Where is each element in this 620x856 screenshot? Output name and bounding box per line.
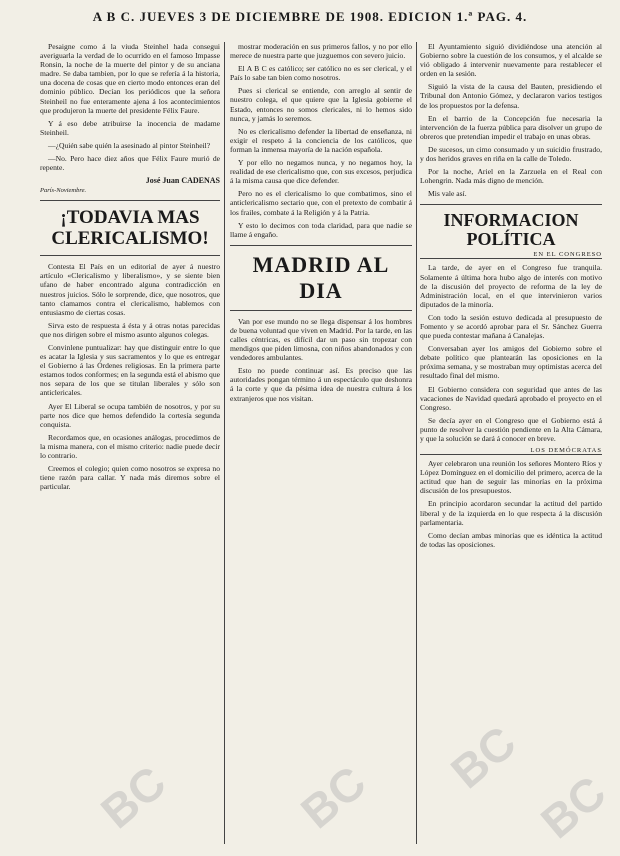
- paragraph: —No. Pero hace diez años que Félix Faure murió de repente.: [40, 154, 220, 173]
- paragraph: El Ayuntamiento siguió dividiéndose una atención al Gobierno sobre la cuestión de los consumos, y el alcalde se vió obligado á intervenir nuevamente para restablecer el orden en la sesión.: [420, 42, 602, 79]
- column-rule: [416, 42, 417, 844]
- headline-clericalismo: ¡TODAVIA MAS CLERICALISMO!: [51, 207, 209, 250]
- paragraph: Conversaban ayer los amigos del Gobierno sobre el debate político que plantearán las oposiciones en la próxima semana, y se mostraban muy optimistas acerca del resultado final del mismo.: [420, 344, 602, 381]
- paragraph: Creemos el colegio; quien como nosotros se expresa no tiene razón para callar. Y nada más diremos sobre el particular.: [40, 464, 220, 492]
- section-label-congreso: EN EL CONGRESO: [420, 251, 602, 259]
- paragraph: mostrar moderación en sus primeros fallos, y no por ello merece de nuestra parte que juzguemos con severo juicio.: [230, 42, 412, 61]
- paragraph: La tarde, de ayer en el Congreso fue tranquila. Solamente á última hora hubo algo de interés con motivo de la discusión del proyecto de reforma de la ley de Administración local, en el que intervinieron varios diputados de la minoría.: [420, 263, 602, 309]
- paragraph: En principio acordaron secundar la actitud del partido liberal y de la izquierda en lo que respecta á la discusión parlamentaria.: [420, 499, 602, 527]
- column-middle: [230, 42, 412, 846]
- paragraph: Y esto lo decimos con toda claridad, para que nadie se llame á engaño.: [230, 220, 412, 239]
- divider: [230, 245, 412, 246]
- paragraph: Pesaigne como á la viuda Steinhel hada consegui averiguarla la verdad de lo ocurrido en el famoso Impasse Ronsin, la noche de la muerte del pintor y de su anciana madre. Se daba tambien, por lo que se refería á la historia, una docena de cosas que en cierto modo entonces eran del dominio público. Decían los periódicos que la señora Steinheil no fue enteramente ajena á los acontecimientos que produjeron la muerte del presidente Félix Faure.: [40, 42, 220, 115]
- column-rule: [224, 42, 225, 844]
- paragraph: —¿Quién sabe quién la asesinado al pintor Steinheil?: [48, 140, 211, 150]
- paragraph: Por la noche, Ariel en la Zarzuela en el Real con Lohengrin. Nada más digno de mención.: [420, 167, 602, 186]
- paragraph: Van por ese mundo no se llega dispensar á los hombres de buena voluntad que viven en Madrid. Por la tarde, en las calles céntricas, es difícil dar un paso sin tropezar con mendigos que piden limosna, con niños abandonados y con vendedores ambulantes.: [230, 316, 412, 363]
- paragraph: El A B C es católico; ser católico no es ser clerical, y el País lo sabe tan bien como nosotros.: [230, 64, 412, 83]
- divider: [420, 204, 602, 205]
- paragraph: Con todo la sesión estuvo dedicada al presupuesto de Fomento y se acordó aprobar para el Sr. Sánchez Guerra que pueda contestar mañana á Canalejas.: [420, 312, 602, 341]
- paragraph: Pero no es el clericalismo lo que combatimos, sino el anticlericalismo sectario que, con el pretexto de combatir á los frailes, combate á la Religión y á la Patria.: [230, 189, 412, 217]
- watermark: BC: [441, 715, 526, 799]
- paragraph: Esto no puede continuar así. Es preciso que las autoridades pongan término á un espectáculo que deshonra á la corte y que da pésima idea de nuestra cultura á los extranjeros que nos visitan.: [230, 366, 412, 403]
- headline-informacion-politica: INFORMACION POLÍTICA: [443, 210, 579, 250]
- watermark: BC: [291, 755, 376, 839]
- column-left: [40, 42, 220, 846]
- paragraph: En el barrio de la Concepción fue necesaria la intervención de la fuerza pública para disolver un grupo de obreros que pretendían impedir el trabajo en unas obras.: [420, 113, 602, 141]
- paragraph: El Gobierno considera con seguridad que antes de las vacaciones de Navidad quedará aprobado el proyecto en el Congreso.: [420, 384, 602, 412]
- paragraph: Siguió la vista de la causa del Bauten, presidiendo el Tribunal don Antonio Gómez, y declararon varios testigos de los propuestos por la defensa.: [420, 82, 602, 110]
- paragraph: Y por ello no negamos nunca, y no negamos hoy, la realidad de ese clericalismo que, con sus excesos, perjudica á la misma causa que dice defender.: [230, 158, 412, 186]
- paragraph: Contesta El País en un editorial de ayer á nuestro artículo «Clericalismo y liberalismo», y se siente bien ufano de haber encontrado alguna contradicción en nuestros juicios. Sólo le sorprende, dice, que nosotros, que tanto clamamos contra el clericalismo, hablemos con entusiasmo de ciertas cosas.: [40, 262, 220, 317]
- paragraph: Se decía ayer en el Congreso que el Gobierno está á punto de resolver la cuestión pendiente en la Alta Cámara, y que la solución se dará á conocer en breve.: [420, 415, 602, 443]
- paragraph: Ayer celebraron una reunión los señores Montero Ríos y López Domínguez en el domicilio del primero, acerca de la actitud que han de seguir las minorías en la próxima discusión de los presupuestos.: [420, 459, 602, 496]
- paragraph: Pues si clerical se entiende, con arreglo al sentir de nuestro colega, el que quiere que la Iglesia gobierne el Estado, entonces no somos clericales, ni lo hemos sido nunca, y jamás lo seremos.: [230, 86, 412, 123]
- paragraph: De sucesos, un cimo consumado y un suicidio frustrado, y dos heridos graves en riña en la calle de Toledo.: [420, 144, 602, 164]
- divider: [40, 200, 220, 201]
- divider: [40, 255, 220, 256]
- paragraph: Recordamos que, en ocasiones análogas, procedimos de la misma manera, con el mismo criterio: nadie puede decir lo contrario.: [40, 432, 220, 460]
- paragraph: Convinlene puntualizar: hay que distinguir entre lo que es acatar la Iglesia y sus sacramentos y lo que es entregar el Gobierno á las Órdenes religiosas. En la primera parte estamos todos conformes; en la segunda está el abismo que nos separa de los que se titulan liberales y sólo son anticlericales.: [40, 342, 220, 398]
- author-signature: José Juan CADENAS: [145, 176, 220, 186]
- watermark: BC: [531, 765, 616, 849]
- watermark: BC: [91, 755, 176, 839]
- paragraph: Mis vale así.: [428, 189, 467, 199]
- column-right: [420, 42, 602, 846]
- dateline: París-Noviembre.: [40, 187, 87, 195]
- paragraph: Y á eso debe atribuirse la inocencia de madame Steinheil.: [40, 118, 220, 137]
- paragraph: Sirva esto de respuesta á ésta y á otras notas parecidas que nos dirigen sobre el mismo asunto algunos colegas.: [40, 320, 220, 339]
- paragraph: No es clericalismo defender la libertad de enseñanza, ni exigir el respeto á la conciencia de los católicos, que forman la inmensa mayoría de la nación española.: [230, 126, 412, 154]
- paragraph: Como decían ambas minorías que es idéntica la actitud de todas las oposiciones.: [420, 530, 602, 549]
- headline-madrid-al-dia: MADRID AL DIA: [252, 251, 390, 303]
- section-label-democratas: LOS DEMÓCRATAS: [420, 447, 602, 455]
- divider: [230, 310, 412, 311]
- paragraph: Ayer El Liberal se ocupa también de nosotros, y por su parte nos dice que hemos defendido la cortesía segunda conquista.: [40, 401, 220, 429]
- page-header: A B C. JUEVES 3 DE DICIEMBRE DE 1908. EDICION 1.ª PAG. 4.: [92, 9, 528, 24]
